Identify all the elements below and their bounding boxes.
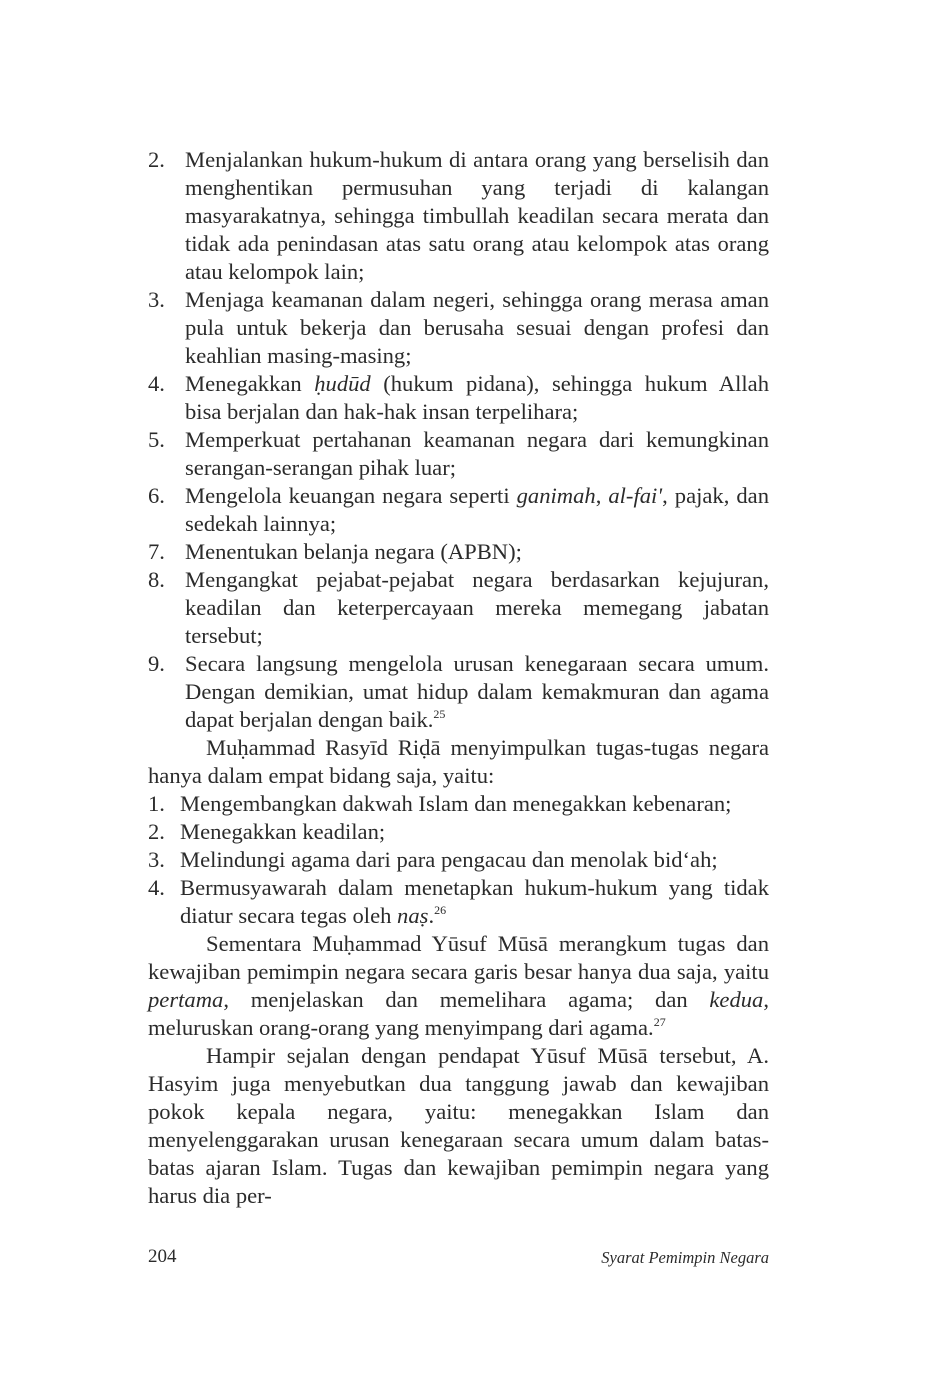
body-text: [148, 146, 769, 1210]
list-item: 2. Menjalankan hukum-hukum di antara orang yang berselisih dan menghentikan permusuhan yang terjadi di kalangan masyarakatnya, sehingga timbullah keadilan secara merata dan tidak ada penindasan atas satu orang atau kelompok atas orang atau kelompok lain;: [148, 147, 769, 284]
rasyid-rida-list: [148, 790, 769, 930]
list-item: 4. Bermusyawarah dalam menetapkan hukum-hukum yang tidak diatur secara tegas oleh naṣ.$^{26}$: [148, 875, 769, 928]
list-item: 7. Menentukan belanja negara (APBN);: [148, 539, 522, 564]
list-item: 2. Menegakkan keadilan;: [148, 819, 386, 844]
footnote-ref: 27: [653, 1015, 666, 1029]
list-item: 6. Mengelola keuangan negara seperti ganimah, al-fai', pajak, dan sedekah lainnya;: [148, 483, 770, 536]
list-item: 3. Menjaga keamanan dalam negeri, sehingga orang merasa aman pula untuk bekerja dan berusaha sesuai dengan profesi dan keahlian masing-masing;: [148, 287, 769, 368]
paragraph-yusuf-musa: Sementara Muḥammad Yūsuf Mūsā merangkum tugas dan kewajiban pemimpin negara secara garis besar hanya dua saja, yaitu pertama, menjelaskan dan memelihara agama; dan kedua, meluruskan orang-orang yang menyimpang dari agama.$^{27}$: [148, 931, 769, 1040]
list-item: 9. Secara langsung mengelola urusan kenegaraan secara umum. Dengan demikian, umat hidup dalam kemakmuran dan agama dapat berjalan dengan baik.$^{25}$: [148, 651, 769, 732]
list-item: 1. Mengembangkan dakwah Islam dan menegakkan kebenaran;: [148, 791, 732, 816]
footnote-ref: 25: [433, 707, 446, 721]
page-number: 204: [148, 1246, 177, 1267]
list-item: 5. Memperkuat pertahanan keamanan negara dari kemungkinan serangan-serangan pihak luar;: [148, 427, 769, 480]
list-item: 3. Melindungi agama dari para pengacau dan menolak bid‘ah;: [148, 847, 718, 872]
paragraph-rasyid-rida: Muḥammad Rasyīd Riḍā menyimpulkan tugas-tugas negara hanya dalam empat bidang saja, yaitu:: [148, 735, 769, 788]
paragraph-hasyim: Hampir sejalan dengan pendapat Yūsuf Mūsā tersebut, A. Hasyim juga menyebutkan dua tanggung jawab dan kewajiban pokok kepala negara, yaitu: menegakkan Islam dan menyelenggarakan urusan kenegaraan secara umum dalam batas-batas ajaran Islam. Tugas dan kewajiban pemimpin negara yang harus dia per-: [148, 1043, 769, 1208]
list-item: 4. Menegakkan ḥudūd (hukum pidana), sehingga hukum Allah bisa berjalan dan hak-hak insan terpelihara;: [148, 371, 770, 424]
list-item: 8. Mengangkat pejabat-pejabat negara berdasarkan kejujuran, keadilan dan keterpercayaan mereka memegang jabatan tersebut;: [148, 567, 769, 648]
running-title: Syarat Pemimpin Negara: [601, 1248, 769, 1267]
footnote-ref: 26: [434, 903, 447, 917]
state-duties-list: [148, 146, 769, 734]
